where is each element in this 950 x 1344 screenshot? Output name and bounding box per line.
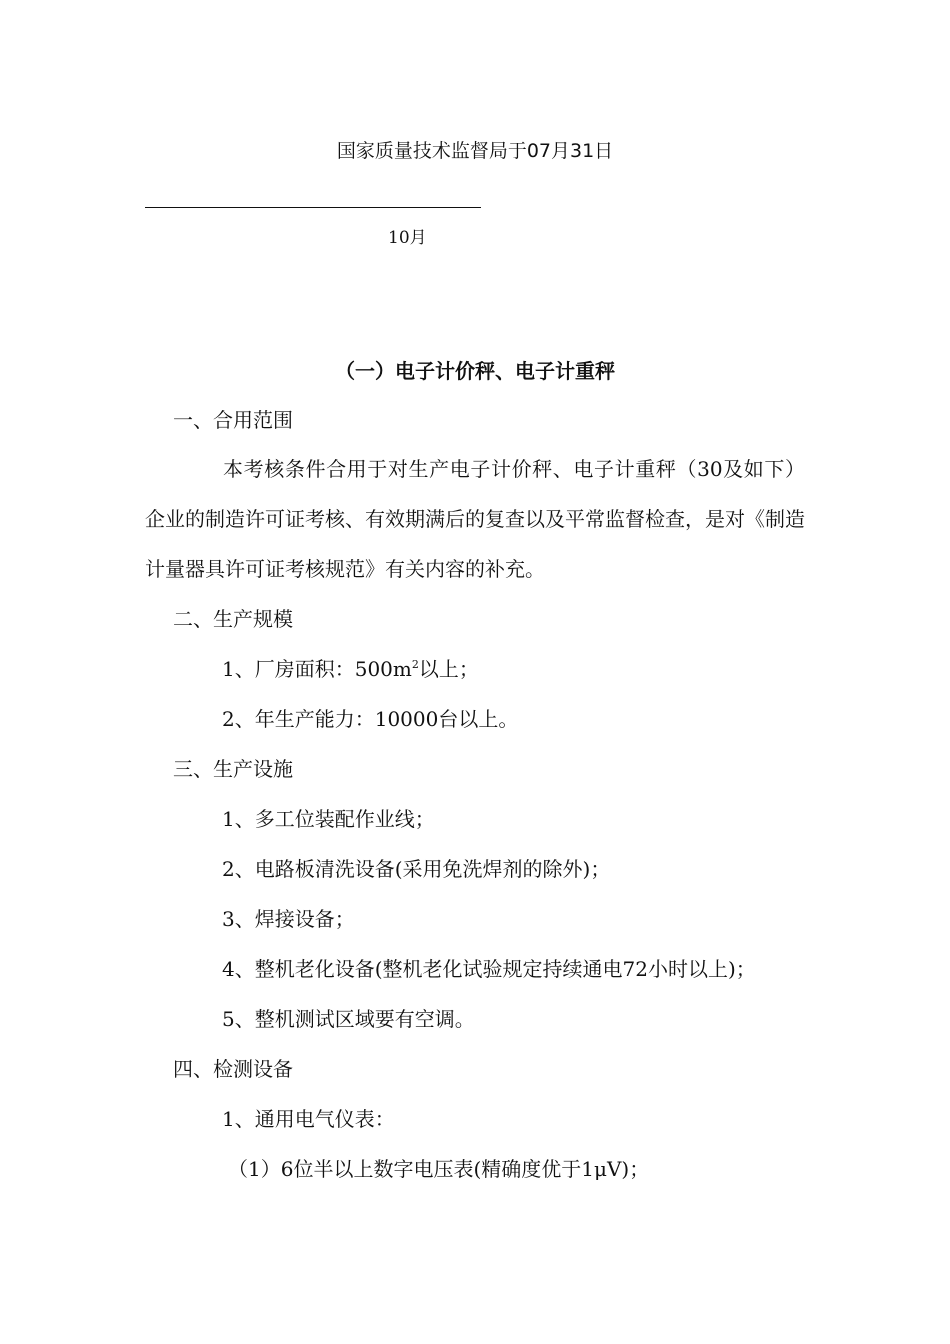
list-item: 4、整机老化设备(整机老化试验规定持续通电72小时以上)；	[222, 957, 756, 981]
list-item: 1、通用电气仪表：	[222, 1107, 395, 1131]
list-item: （1）6位半以上数字电压表(精确度优于1μV)；	[228, 1157, 650, 1181]
superscript-two: 2	[411, 658, 419, 671]
issuer-line: 国家质量技术监督局于07月31日	[336, 140, 614, 162]
scope-paragraph: 本考核条件合用于对生产电子计价秤、电子计重秤（30及如下）企业的制造许可证考核、有效期满后的复查以及平常监督检查，是对《制造计量器具许可证考核规范》有关内容的补充。	[145, 457, 805, 581]
list-item: 2、电路板清洗设备(采用免洗焊剂的除外)；	[222, 857, 611, 881]
plant-area-suffix: 以上；	[418, 657, 479, 681]
section-title: （一）电子计价秤、电子计重秤	[335, 359, 615, 383]
plant-area-text: 1、厂房面积：500m	[222, 657, 412, 681]
heading-production-facilities: 三、生产设施	[173, 757, 293, 781]
heading-scope: 一、合用范围	[173, 408, 293, 432]
list-item: 5、整机测试区域要有空调。	[222, 1007, 475, 1031]
separator-rule	[145, 207, 481, 208]
list-item: 1、多工位装配作业线；	[222, 807, 435, 831]
list-item: 3、焊接设备；	[222, 907, 355, 931]
heading-testing-equipment: 四、检测设备	[173, 1057, 293, 1081]
list-item-annual-capacity: 2、年生产能力：10000台以上。	[222, 707, 519, 731]
heading-production-scale: 二、生产规模	[173, 607, 293, 631]
list-item-plant-area	[222, 655, 479, 683]
date-line: 10月	[388, 228, 427, 248]
